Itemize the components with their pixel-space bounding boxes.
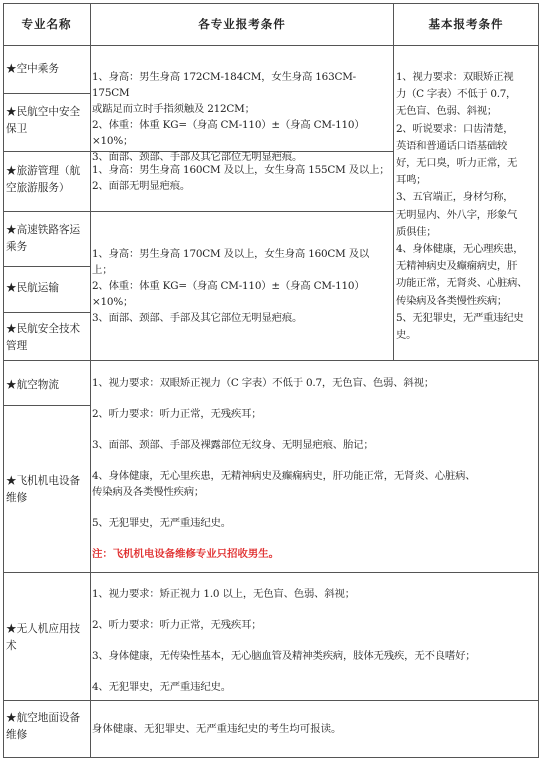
row-divider (3, 312, 90, 313)
major-name: ★旅游管理（航 空旅游服务） (6, 165, 81, 194)
major-name: ★民航安全技术 管理 (6, 323, 81, 352)
table-border-left (3, 3, 4, 758)
row-divider (3, 266, 90, 267)
row-divider (3, 700, 539, 701)
major-name: ★飞机机电设备 维修 (6, 475, 81, 504)
major-name: ★高速铁路客运 乘务 (6, 224, 81, 253)
special-conditions-group-6: 身体健康、无犯罪史、无严重违纪史的考生均可报读。 (92, 723, 342, 735)
row-divider (3, 405, 90, 406)
special-conditions-group-2: 1、身高：男生身高 160CM 及以上，女生身高 155CM 及以上； 2、面部无明显疤痕。 (92, 164, 390, 192)
major-name: ★无人机应用技 术 (6, 623, 81, 652)
header-major: 专业名称 (21, 17, 72, 31)
header-divider (3, 45, 539, 46)
major-name: ★民航空中安全 保卫 (6, 106, 81, 135)
special-conditions-group-3: 1、身高：男生身高 170CM 及以上，女生身高 160CM 及以 上； 2、体重：体重 KG=（身高 CM-110）±（身高 CM-110）×10%； 3、面部、颈部、手部及其它部位无明显疤痕。 (92, 248, 370, 324)
row-divider (3, 572, 539, 573)
table-border-right (538, 3, 539, 758)
major-name: ★空中乘务 (6, 63, 59, 75)
header-basic-conditions: 基本报考条件 (428, 17, 504, 31)
major-name: ★航空地面设备 维修 (6, 712, 81, 741)
table-border-bottom (3, 757, 539, 758)
major-name: ★民航运输 (6, 282, 59, 294)
major-name: ★航空物流 (6, 379, 59, 391)
table-border-top (3, 3, 539, 4)
header-special-conditions: 各专业报考条件 (198, 17, 286, 31)
special-conditions-group-4: 1、视力要求：双眼矫正视力（C 字表）不低于 0.7，无色盲、色弱、斜视； 2、听力要求：听力正常，无残疾耳； 3、面部、颈部、手部及裸露部位无纹身、无明显疤痕、胎记； 4、身体健康，无心里疾患，无精神病史及癫痫病史，肝功能正常，无肾炎、心脏病、 传染病及各类慢性疾病； 5、无犯罪史，无严重违纪史。 (92, 377, 476, 529)
row-divider (3, 360, 539, 361)
column-divider (90, 3, 91, 758)
row-divider (3, 93, 90, 94)
admission-requirements-table (3, 3, 539, 758)
row-divider (3, 211, 393, 212)
basic-conditions: 1、视力要求：双眼矫正视 力（C 字表）不低于 0.7， 无色盲、色弱、斜视； 2、听说要求：口齿清楚， 英语和普通话口语基础较 好，无口臭，听力正常，无 耳鸣； 3、五官端正，身材匀称， 无明显内、外八字，形象气 质俱佳； 4、身体健康，无心理疾患， 无精神病史及癫痫病史，肝 功能正常，无肾炎、心脏病、 传染病及各类慢性疾病； 5、无犯罪史，无严重违纪史 史。 (396, 71, 528, 342)
special-conditions-group-1: 1、身高：男生身高 172CM-184CM，女生身高 163CM-175CM 或踮足而立时手指须触及 212CM； 2、体重：体重 KG=（身高 CM-110）±（身高 CM-110）×10%； 3、面部、颈部、手部及其它部位无明显疤痕。 (92, 71, 365, 163)
male-only-note: 注：飞机机电设备维修专业只招收男生。 (92, 548, 280, 560)
special-conditions-group-5: 1、视力要求：矫正视力 1.0 以上，无色盲、色弱、斜视； 2、听力要求：听力正常，无残疾耳； 3、身体健康，无传染性基本，无心脑血管及精神类疾病，肢体无残疾，无不良嗜好； 4、无犯罪史，无严重违纪史。 (92, 588, 476, 693)
column-divider (393, 3, 394, 361)
